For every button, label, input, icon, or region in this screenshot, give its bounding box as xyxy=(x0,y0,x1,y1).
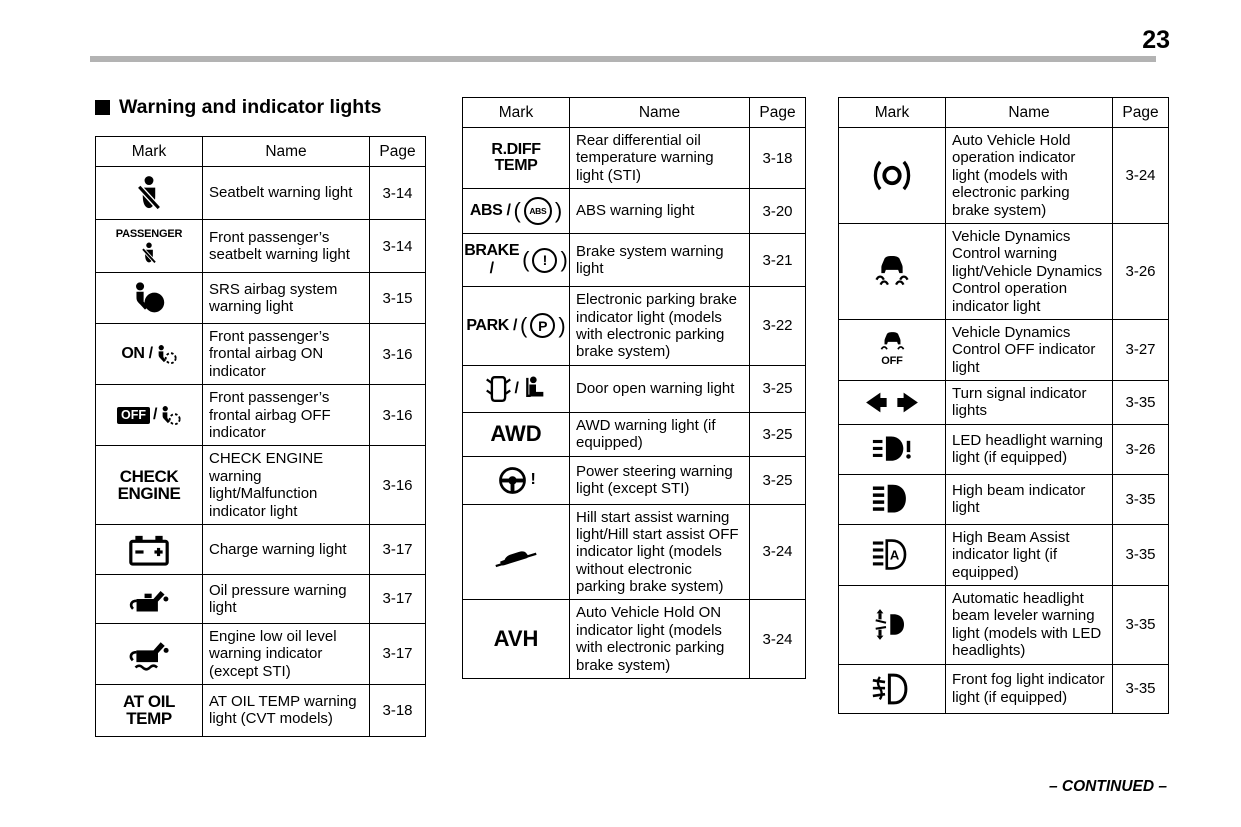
table-row xyxy=(96,324,426,385)
name-cell: Rear differential oil temperature warning light (STI) xyxy=(570,128,750,189)
battery-icon xyxy=(129,533,169,566)
mark-text: R.DIFF TEMP xyxy=(491,140,541,175)
page-cell: 3-26 xyxy=(1113,424,1169,474)
fog-light-icon xyxy=(872,673,912,705)
mark-text: AVH xyxy=(493,626,539,652)
name-cell: Vehicle Dynamics Control OFF indicator light xyxy=(946,319,1113,380)
table-row xyxy=(839,474,1169,524)
oil-level-icon xyxy=(128,636,170,672)
page-cell: 3-25 xyxy=(750,412,806,456)
name-cell: Turn signal indicator lights xyxy=(946,381,1113,425)
continued-footer: – CONTINUED – xyxy=(1049,778,1167,795)
mark-text: PARK / xyxy=(466,316,517,334)
page-cell: 3-35 xyxy=(1113,664,1169,713)
paren-right: ) xyxy=(560,247,568,273)
mark-text: ON / xyxy=(121,345,153,363)
mark-cell xyxy=(839,128,946,224)
mark-cell xyxy=(463,128,570,189)
warning-table-1 xyxy=(95,136,426,737)
mark-cell xyxy=(96,524,203,574)
name-cell: Power steering warning light (except STI) xyxy=(570,456,750,504)
middle-column xyxy=(462,97,806,679)
high-beam-icon xyxy=(872,483,912,516)
name-cell: CHECK ENGINE warning light/Malfunction indicator light xyxy=(203,446,370,525)
page-cell: 3-24 xyxy=(750,600,806,679)
right-column xyxy=(838,97,1169,714)
mark-cell xyxy=(96,385,203,446)
table-row xyxy=(839,128,1169,224)
page-cell: 3-35 xyxy=(1113,524,1169,585)
warning-table xyxy=(462,97,806,679)
mark-text: ABS / xyxy=(469,202,511,220)
mark-text: ! xyxy=(530,471,536,489)
table-row xyxy=(839,319,1169,380)
warning-table-3 xyxy=(838,97,1169,714)
mark-cell xyxy=(96,574,203,623)
page-cell: 3-17 xyxy=(370,623,426,684)
mark-cell xyxy=(839,586,946,665)
led-headlight-icon xyxy=(872,433,912,466)
mark-cell xyxy=(96,324,203,385)
table-row xyxy=(96,524,426,574)
page-cell: 3-25 xyxy=(750,365,806,412)
hill-start-icon xyxy=(494,535,538,569)
page-cell: 3-27 xyxy=(1113,319,1169,380)
mark-cell xyxy=(839,474,946,524)
paren-left: ( xyxy=(522,247,530,273)
name-cell: Front passenger’s frontal airbag OFF indicator xyxy=(203,385,370,446)
seatbelt-small-icon xyxy=(139,242,159,264)
mark-text: / xyxy=(514,379,519,397)
table-row xyxy=(463,365,806,412)
table-row xyxy=(463,128,806,189)
mark-cell xyxy=(463,189,570,234)
table-row xyxy=(839,586,1169,665)
page-cell: 3-16 xyxy=(370,385,426,446)
mark-combo xyxy=(98,344,200,365)
table-row xyxy=(96,685,426,737)
circled-symbol: P xyxy=(530,313,555,338)
paren-left: ( xyxy=(519,312,528,338)
table-row xyxy=(463,287,806,366)
name-cell: ABS warning light xyxy=(570,189,750,234)
paren-right: ) xyxy=(558,312,566,338)
mark-cell xyxy=(96,623,203,684)
mark-combo xyxy=(98,405,200,426)
mark-cell xyxy=(839,424,946,474)
table-row xyxy=(839,524,1169,585)
column-header: Mark xyxy=(463,98,570,128)
seat-side-icon xyxy=(522,375,546,402)
mark-text: OFF xyxy=(881,355,903,368)
header-row xyxy=(839,98,1169,128)
table-row xyxy=(839,381,1169,425)
mark-cell xyxy=(463,456,570,504)
mark-text: BRAKE / xyxy=(464,242,520,278)
mark-combo xyxy=(465,465,567,496)
mark-text: AWD xyxy=(490,420,542,446)
page-cell: 3-15 xyxy=(370,273,426,324)
mark-cell xyxy=(463,287,570,366)
mark-cell xyxy=(463,365,570,412)
name-cell: LED headlight warning light (if equipped) xyxy=(946,424,1113,474)
page-cell: 3-22 xyxy=(750,287,806,366)
brake-hold-icon xyxy=(872,158,912,193)
column-header: Mark xyxy=(96,137,203,167)
mark-cell xyxy=(96,446,203,525)
table-row xyxy=(463,189,806,234)
page-cell: 3-18 xyxy=(370,685,426,737)
column-header: Page xyxy=(750,98,806,128)
name-cell: Hill start assist warning light/Hill start assist OFF indicator light (models without electronic parking brake system) xyxy=(570,504,750,600)
table-row xyxy=(463,600,806,679)
paren-right: ) xyxy=(554,198,563,224)
name-cell: AT OIL TEMP warning light (CVT models) xyxy=(203,685,370,737)
airbag-side-icon xyxy=(156,344,177,365)
mark-cell xyxy=(463,234,570,287)
mark-combo xyxy=(465,374,567,404)
name-cell: Brake system warning light xyxy=(570,234,750,287)
section-marker-icon xyxy=(95,100,110,115)
paren-left: ( xyxy=(513,198,521,224)
header-row xyxy=(463,98,806,128)
name-cell: Door open warning light xyxy=(570,365,750,412)
name-cell: Seatbelt warning light xyxy=(203,167,370,220)
column-header: Name xyxy=(946,98,1113,128)
name-cell: Oil pressure warning light xyxy=(203,574,370,623)
oil-pressure-icon xyxy=(128,583,170,615)
table-row xyxy=(96,167,426,220)
left-column xyxy=(95,96,426,737)
section-title-text: Warning and indicator lights xyxy=(119,96,382,118)
table-row xyxy=(463,412,806,456)
mark-cell xyxy=(463,504,570,600)
name-cell: Automatic headlight beam leveler warning light (models with LED headlights) xyxy=(946,586,1113,665)
table-row xyxy=(96,273,426,324)
mark-combo xyxy=(465,242,567,278)
mark-cell xyxy=(463,600,570,679)
table-row xyxy=(839,664,1169,713)
mark-cell xyxy=(839,381,946,425)
page-cell: 3-35 xyxy=(1113,474,1169,524)
page-cell: 3-17 xyxy=(370,574,426,623)
name-cell: Charge warning light xyxy=(203,524,370,574)
mark-text: AT OIL TEMP xyxy=(122,692,176,729)
page-cell: 3-24 xyxy=(1113,128,1169,224)
mark-cell xyxy=(96,685,203,737)
column-header: Mark xyxy=(839,98,946,128)
column-header: Name xyxy=(203,137,370,167)
name-cell: Electronic parking brake indicator light (models with electronic parking brake system) xyxy=(570,287,750,366)
table-row xyxy=(96,220,426,273)
mark-cell xyxy=(463,412,570,456)
page-cell: 3-25 xyxy=(750,456,806,504)
mark-stack xyxy=(841,332,943,367)
turn-signal-icon xyxy=(865,390,919,415)
column-header: Page xyxy=(370,137,426,167)
page-cell: 3-21 xyxy=(750,234,806,287)
table-row xyxy=(96,623,426,684)
name-cell: High beam indicator light xyxy=(946,474,1113,524)
top-rule xyxy=(90,56,1156,62)
srs-airbag-icon xyxy=(131,281,167,315)
table-row xyxy=(96,446,426,525)
page-cell: 3-26 xyxy=(1113,223,1169,319)
column-header: Page xyxy=(1113,98,1169,128)
high-beam-assist-icon xyxy=(872,538,912,571)
column-header: Name xyxy=(570,98,750,128)
table-row xyxy=(463,504,806,600)
mark-cell xyxy=(96,167,203,220)
mark-combo xyxy=(465,197,567,225)
name-cell: Engine low oil level warning indicator (except STI) xyxy=(203,623,370,684)
name-cell: Auto Vehicle Hold operation indicator light (models with electronic parking brake system) xyxy=(946,128,1113,224)
name-cell: Front fog light indicator light (if equipped) xyxy=(946,664,1113,713)
mark-text: PASSENGER xyxy=(115,228,183,240)
page-cell: 3-24 xyxy=(750,504,806,600)
mark-text: CHECK ENGINE xyxy=(117,466,181,504)
page-cell: 3-35 xyxy=(1113,586,1169,665)
seatbelt-icon xyxy=(133,175,165,211)
circled-symbol: ! xyxy=(532,248,557,273)
page-cell: 3-35 xyxy=(1113,381,1169,425)
page-cell: 3-18 xyxy=(750,128,806,189)
steering-wheel-icon xyxy=(497,465,528,496)
mark-cell xyxy=(839,319,946,380)
name-cell: Front passenger’s frontal airbag ON indicator xyxy=(203,324,370,385)
vdc-small-icon xyxy=(879,332,906,353)
mark-cell xyxy=(839,664,946,713)
table-row xyxy=(96,385,426,446)
name-cell: Vehicle Dynamics Control warning light/Vehicle Dynamics Control operation indicator light xyxy=(946,223,1113,319)
mark-cell xyxy=(839,524,946,585)
headlight-leveler-icon xyxy=(874,608,910,641)
name-cell: SRS airbag system warning light xyxy=(203,273,370,324)
circled-symbol: ABS xyxy=(524,197,552,225)
section-title xyxy=(95,96,426,119)
page-cell: 3-16 xyxy=(370,324,426,385)
table-row xyxy=(96,574,426,623)
warning-table-2 xyxy=(462,97,806,679)
warning-table xyxy=(838,97,1169,714)
warning-table xyxy=(95,136,426,737)
name-cell: Auto Vehicle Hold ON indicator light (models with electronic parking brake system) xyxy=(570,600,750,679)
page-cell: 3-17 xyxy=(370,524,426,574)
mark-cell xyxy=(96,273,203,324)
page-cell: 3-20 xyxy=(750,189,806,234)
page-cell: 3-16 xyxy=(370,446,426,525)
table-row xyxy=(463,456,806,504)
door-open-icon xyxy=(486,374,511,404)
page-number: 23 xyxy=(1142,26,1170,54)
header-row xyxy=(96,137,426,167)
name-cell: AWD warning light (if equipped) xyxy=(570,412,750,456)
airbag-side-icon xyxy=(160,405,181,426)
mark-combo xyxy=(465,313,567,338)
mark-text: / xyxy=(152,406,158,424)
svg-text:A: A xyxy=(889,548,900,564)
table-row xyxy=(839,223,1169,319)
table-row xyxy=(839,424,1169,474)
mark-cell xyxy=(839,223,946,319)
name-cell: Front passenger’s seatbelt warning light xyxy=(203,220,370,273)
name-cell: High Beam Assist indicator light (if equipped) xyxy=(946,524,1113,585)
table-row xyxy=(463,234,806,287)
off-badge: OFF xyxy=(117,407,150,424)
vdc-icon xyxy=(874,255,910,288)
page-cell: 3-14 xyxy=(370,167,426,220)
mark-cell xyxy=(96,220,203,273)
page-cell: 3-14 xyxy=(370,220,426,273)
mark-stack xyxy=(98,228,200,264)
